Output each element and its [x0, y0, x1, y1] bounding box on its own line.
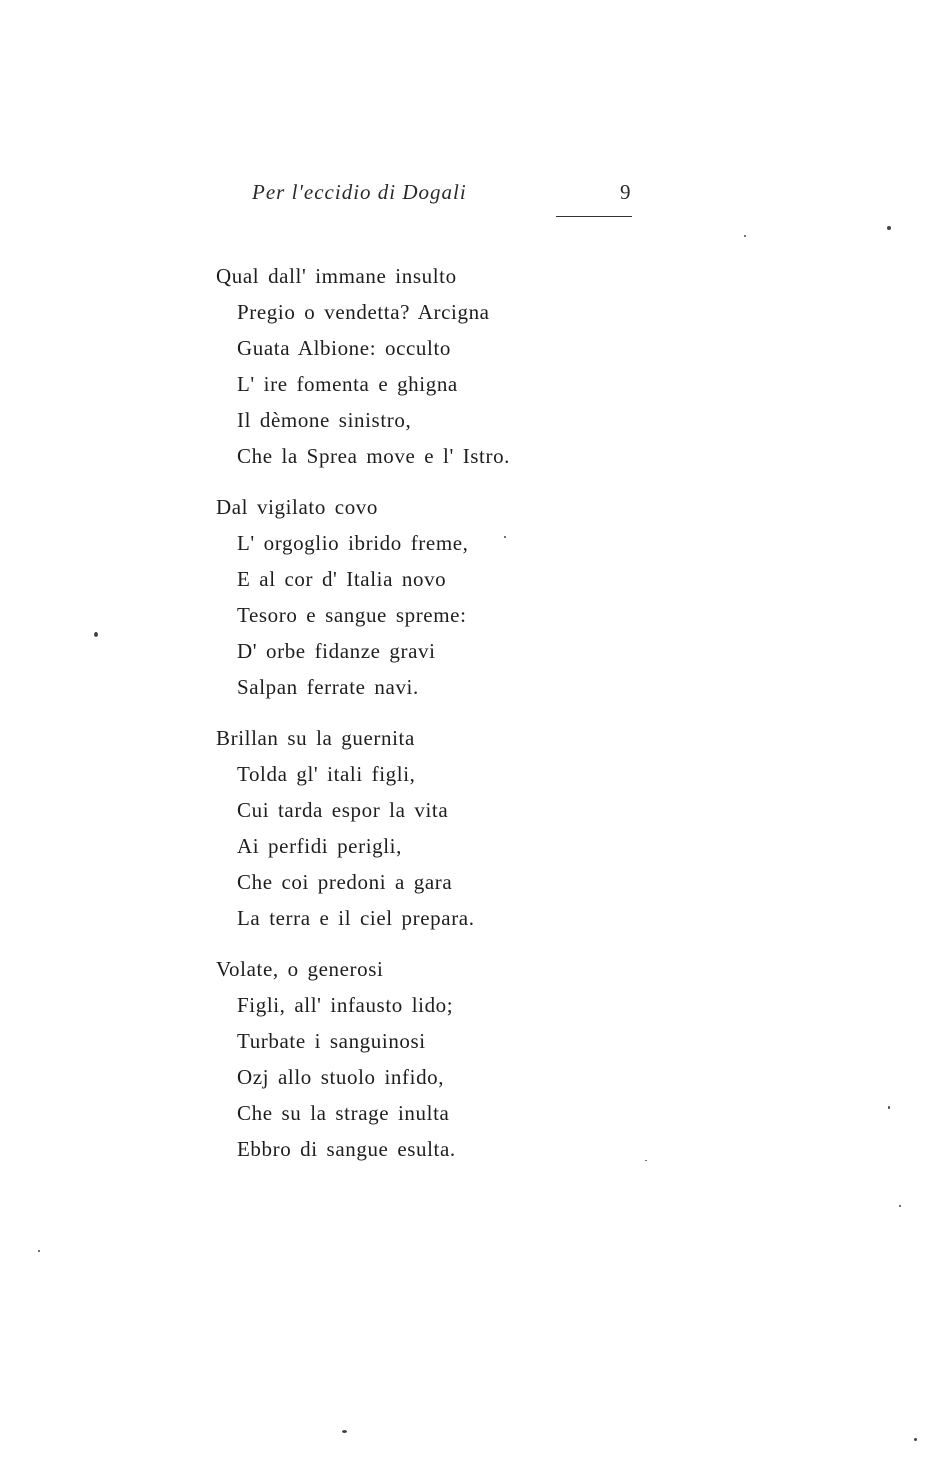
scan-speck [504, 536, 506, 538]
verse-line: Qual dall' immane insulto [216, 264, 457, 288]
verse-line: Cui tarda espor la vita [237, 798, 449, 822]
verse-line: E al cor d' Italia novo [237, 567, 447, 591]
verse-line: Pregio o vendetta? Arcigna [237, 300, 490, 324]
scan-speck [888, 1106, 890, 1109]
running-title: Per l'eccidio di Dogali [252, 180, 467, 204]
verse-line: D' orbe fidanze gravi [237, 639, 436, 663]
verse-line: Che su la strage inulta [237, 1101, 450, 1125]
verse-line: Tesoro e sangue spreme: [237, 603, 467, 627]
scan-speck [94, 632, 98, 637]
verse-line: Il dèmone sinistro, [237, 408, 412, 432]
stanza-3 [216, 720, 636, 936]
verse-line: L' orgoglio ibrido freme, [237, 531, 469, 555]
verse-line: L' ire fomenta e ghigna [237, 372, 458, 396]
page-number: 9 [620, 180, 631, 204]
verse-line: Volate, o generosi [216, 957, 384, 981]
verse-line: Salpan ferrate navi. [237, 675, 419, 699]
verse-line: Ebbro di sangue esulta. [237, 1137, 456, 1161]
verse-line: Figli, all' infausto lido; [237, 993, 454, 1017]
stanza-2 [216, 489, 636, 705]
stanza-1 [216, 258, 636, 474]
verse-line: Ai perfidi perigli, [237, 834, 402, 858]
verse-line: La terra e il ciel prepara. [237, 906, 475, 930]
verse-line: Guata Albione: occulto [237, 336, 451, 360]
scan-speck [744, 235, 746, 237]
scan-speck [899, 1205, 901, 1207]
scan-speck [887, 226, 891, 230]
scan-speck [342, 1430, 347, 1433]
header-rule [556, 216, 632, 217]
stanza-4 [216, 951, 636, 1167]
verse-line: Brillan su la guernita [216, 726, 415, 750]
verse-line: Tolda gl' itali figli, [237, 762, 416, 786]
poem [216, 258, 636, 1182]
verse-line: Che la Sprea move e l' Istro. [237, 444, 511, 468]
verse-line: Turbate i sanguinosi [237, 1029, 426, 1053]
scan-speck [914, 1438, 917, 1441]
verse-line: Ozj allo stuolo infido, [237, 1065, 445, 1089]
scan-speck [38, 1250, 40, 1252]
scan-speck [645, 1160, 647, 1161]
verse-line: Che coi predoni a gara [237, 870, 453, 894]
verse-line: Dal vigilato covo [216, 495, 379, 519]
